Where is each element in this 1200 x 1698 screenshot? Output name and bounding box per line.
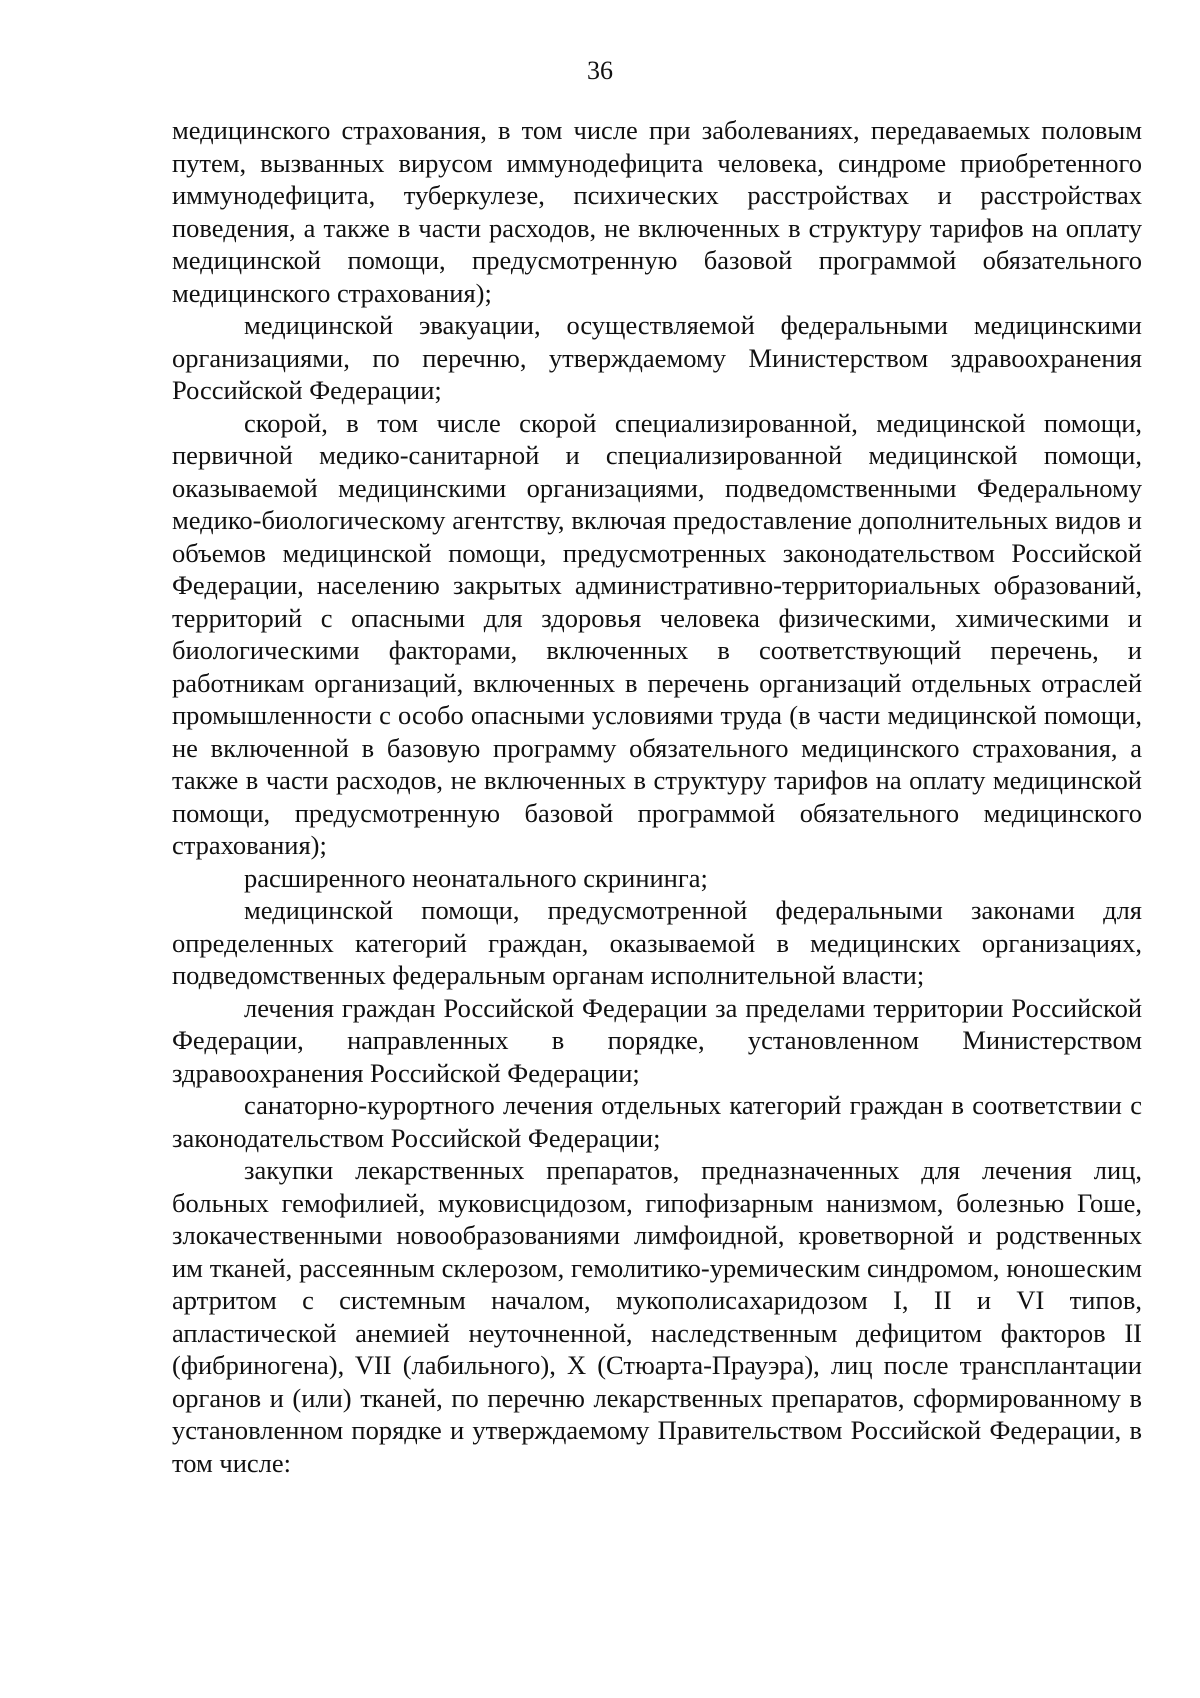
paragraph-sanatorium-treatment: санаторно-курортного лечения отдельных категорий граждан в соответствии с законодательством Российской Федерации; xyxy=(172,1090,1142,1153)
paragraph-emergency-care: скорой, в том числе скорой специализированной, медицинской помощи, первичной медико-санитарной и специализированной медицинской помощи, оказываемой медицинскими организациями, подведомственными Федеральному медико-биологическому агентству, включая предоставление дополнительных видов и объемов медицинской помощи, предусмотренных законодательством Российской Федерации, населению закрытых административно-территориальных образований, территорий с опасными для здоровья человека физическими, химическими и биологическими факторами, включенных в соответствующий перечень, и работникам организаций, включенных в перечень организаций отдельных отраслей промышленности с особо опасными условиями труда (в части медицинской помощи, не включенной в базовую программу обязательного медицинского страхования, а также в части расходов, не включенных в структуру тарифов на оплату медицинской помощи, предусмотренную базовой программой обязательного медицинского страхования); xyxy=(172,407,1142,860)
page-body xyxy=(172,114,1142,1479)
paragraph-medical-evacuation: медицинской эвакуации, осуществляемой федеральными медицинскими организациями, по перечню, утверждаемому Министерством здравоохранения Российской Федерации; xyxy=(172,310,1142,405)
paragraph-drug-procurement: закупки лекарственных препаратов, предназначенных для лечения лиц, больных гемофилией, муковисцидозом, гипофизарным нанизмом, болезнью Гоше, злокачественными новообразованиями лимфоидной, кроветворной и родственных им тканей, рассеянным склерозом, гемолитико-уремическим синдромом, юношеским артритом с системным началом, мукополисахаридозом I, II и VI типов, апластической анемией неуточненной, наследственным дефицитом факторов II (фибриногена), VII (лабильного), X (Стюарта-Прауэра), лиц после трансплантации органов и (или) тканей, по перечню лекарственных препаратов, сформированному в установленном порядке и утверждаемому Правительством Российской Федерации, в том числе: xyxy=(172,1155,1142,1478)
page-number: 36 xyxy=(587,56,613,85)
paragraph-continuation: медицинского страхования, в том числе при заболеваниях, передаваемых половым путем, вызванных вирусом иммунодефицита человека, синдроме приобретенного иммунодефицита, туберкулезе, психических расстройствах и расстройствах поведения, а также в части расходов, не включенных в структуру тарифов на оплату медицинской помощи, предусмотренную базовой программой обязательного медицинского страхования); xyxy=(172,115,1142,308)
paragraph-federal-law-care: медицинской помощи, предусмотренной федеральными законами для определенных категорий граждан, оказываемой в медицинских организациях, подведомственных федеральным органам исполнительной власти; xyxy=(172,895,1142,990)
paragraph-treatment-abroad: лечения граждан Российской Федерации за пределами территории Российской Федерации, направленных в порядке, установленном Министерством здравоохранения Российской Федерации; xyxy=(172,992,1142,1088)
paragraph-neonatal-screening: расширенного неонатального скрининга; xyxy=(244,862,708,893)
